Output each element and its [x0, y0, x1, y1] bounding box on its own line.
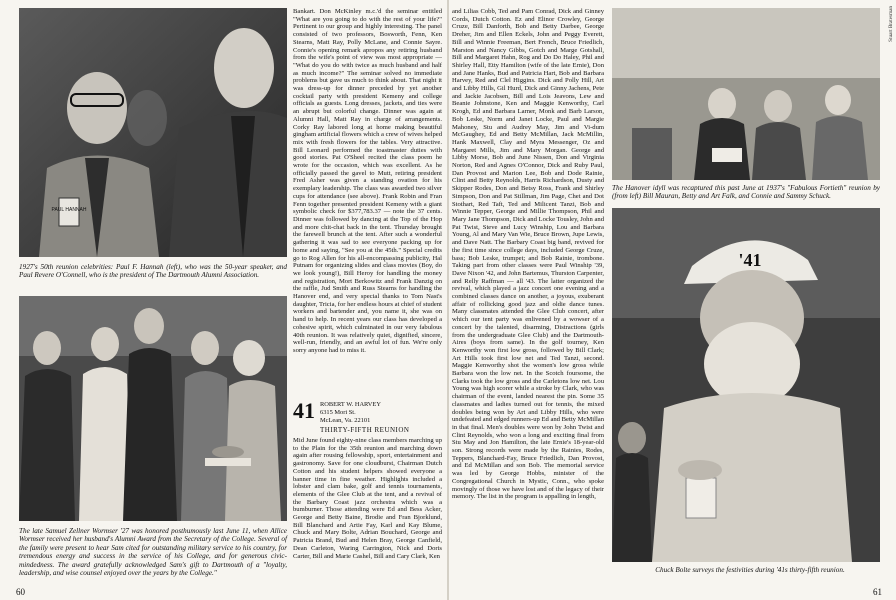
photo-hanover-idyll	[612, 8, 880, 180]
secretary-name: ROBERT W. HARVEY	[320, 401, 381, 408]
photo-hannah-oconnell	[19, 8, 287, 257]
caption-hanover-idyll: The Hanover idyll was recaptured this past June at 1937's "Fabulous Fortieth" reunion by (from left) Bill Mauran, Betty and Art Falk, and Connie and Sammy Schuck.	[612, 184, 880, 201]
photo-hannah-oconnell-image	[19, 8, 287, 257]
photo-hanover-idyll-image	[612, 8, 880, 180]
caption-hannah-oconnell: 1927's 50th reunion celebrities: Paul F. Hannah (left), who was the 50-year speaker, and Paul Revere O'Connell, who is the president of The Dartmouth Alumni Association.	[19, 263, 287, 280]
column-attendees: and Lilias Cobb, Ted and Pam Conrad, Dick and Ginney Cords, Dutch Cotton. Ez and Elinor Crowley, George Cruze, Bill Danforth, Bob and Betty Darbee, George Dreher, Jim and Ellen Eckels, John and Peggy Everett, Bill and Winnie Freeman, Bert French, Bruce Friedlich, Marston and Nancy Gibbs, Gotch and Marge Gotshall, Bill and Margaret Hahn, Rog and Do Do Haley, Phil and Shirley Hall, Etty Hamilton (wife of the late Ernie), Don and Jane Hanks, Bud and Patricia Hart, Bob and Barbara Harvey, Red and Clel Higgins. Dick and Polly Hill, Art and Libby Hills, Gil Hurd, Dick and Ginny Jachens, Pete and Jackie Jacobsen, Bill and Lois Jeavons, Lew and Beanie Johnstone, Ken and Maggie Kenworthy, Carl Krogh, Ed and Barbara Larner, Monk and Barb Larson, Bob Leske, Norm and Janet Locke, Paul and Margie Mahoney, Stu and Audrey May, Jim and Vi-dum McGaughey, Ed and Betty McMillan, Jack McMillin, Hank Maxwell, Clay and Myra Messenger, Oz and Margaret Mills, Jim and Mary Morgan. George and Libby Morse, Bob and June Nissen, Don and Virginia Norton, Red and Agnes O'Connor, Dick and Ruby Paul, Dan Provost and Marion Lee, Bob and Dode Rainie, Clint and Betty Reynolds, Harris Richardson, Dusty and Skipper Rodes, Don and Betsy Ross, Frank and Shirley Simpson, Don and Pat Stillman, Jim Page, Chet and Dot Stothart, Red Taft, Ted and Milicent Tanzi, Bob and Winnie Tepper, George and Millie Thompson, Phil and Mary Jane Thompson, Dick and Locke Tousley, John and Pat Twist, Steve and Lucy Winship, Lou and Barbara Young, Al and Mary Van Wie, Bruce Brown, Jupe Lewis, and Dave Natt. The Barbary Coast big band, revived for the first time since college days, included George Cruze, bass; Bob Leske, trumpet; and Bob Rainie, trombone. Taking part from other classes were Paul Winship '39, Dave Nixon '42, and John Bartemus, Thurston Carpenter, and Relly Raffman — all '43. The latter organized the revival, which played a jazz concert one evening and a combined classes dance on another, a joyous, exuberant affair of rollicking good jazz and oldie dance tunes. Many classmates attended the Glee Club concert, after which our tent party was enlivened by a wowser of a concert by the talented, disarming, Distractions (girls from the undergraduate Glee Club) and the Dartmouth-Aires (boys from same). In the golf tourney, Ken Kenworthy won first low gross, followed by Bill Clark; Art Hills took first low net and Ted Tanzi, second. Maggie Kenworthy shot the women's low gross while Barbara won the low net. In the Scotch foursome, the Clarks took the low gross and the Carletons low net. Lou Young was high scorer while a stroke by Clark, who was chairman of the event, landed nearest the pin. Some 35 classmates and ladies turned out for tennis, the mixed doubles being won by Art and Libby Hills, who were undefeated and edged runners-up Ed and Betty McMillan in that final. Men's doubles were won by John Twist and Clint Reynolds, who won a long and exciting final from Stu May and Jon Hamilton, the late Ernie's 18-year-old son. Strong records were made by the Rainies, Rodes, Teppers, Blanchard-Fay, Bruce Friedlich, Dan Provost, and Ed McMillan and son Bob. The memorial service was led by George Hobbs, minister of the Congregational Church in Mystic, Conn., who spoke movingly of those we have lost and of the legacy of their memory. The list in the program is appalling in length,	[452, 8, 604, 501]
column-reunion-report: Bankart. Don McKinley m.c.'d the seminar entitled "What are you going to do with the rest of your life?" Pertinent to our group and highly interesting. The panel consisted of two professors, Bosworth, Fenn, Ken Stearns, Matt Ray, Polly McLane, and Connie Sayre. Connie's opening remark apropos any retiring husband from the wife's point of view was most appropriate — "What do you do with twice as much husband and half as much income?" The seminar solved no immediate problems but gave us much to think about. That night it was dress-up for dinner preceded by yet another cocktail party with president Kemeny and college officials as guests. Long dresses, jackets, and ties were an abrupt but colorful change. Dinner was again at Alumni Hall, Matt Ray in charge of arrangements. Corky Ray labored long at home making beautiful gingham artificial flowers which a crew of wives helped mix with fresh flowers for the tables. Very attractive. Bill Leonard performed the toastmaster duties with good stories. Pat O'Sheel recited the class poem he wrote for the occasion, which was excellent. As he officially passed the gavel to Mutt, retiring president Fred Asher was given a standing ovation for his exemplary leadership. The class was awarded two silver cups for attendance (see above). Frank Robin and Fran Fenn together presented president Kemeny with a giant symbolic check for $377,783.37 — note the 37 cents. Dinner was followed by dancing at the Top of the Hop and more chit-chat back in the tent. Thursday brought the farewell brunch at the tent. After such a wonderful gathering it was sad to see everyone packing up for home and saying, "See you at the 45th." Special credits go to Rog Allen for his all-encompassing publicity, Hal Putnam for organizing slides and class movies (Boy, do we look young!), Bill Heroy for handling the money and registration, Mort Berkowitz and Frank Danzig on the raffle, Jud Smith and Russ Stearns for handling the Hanover end, and very special thanks to Tom Nast's daughter, Tricia, for her endless hours at chief of student workers and bartender and, you name it, she was on hand to help. In recent years our class has developed a cohesive spirit, which culminated in our very fabulous 40th reunion. It was relatively quiet, dignified, sincere, well-run, friendly, and an awful lot of fun. We're only sorry anyone had to miss it.	[293, 8, 442, 354]
photo-credit: Stuart Bratesman	[888, 6, 894, 42]
address-line-2: McLean, Va. 22101	[320, 417, 371, 424]
page-number-right: 61	[873, 587, 882, 597]
name-badge-label: PAUL HANNAH	[51, 207, 87, 213]
photo-chuck-bolte-image	[612, 208, 880, 562]
photo-wormser-family-image	[19, 296, 287, 521]
photo-wormser-family	[19, 296, 287, 521]
address-line-1: 6315 Mori St.	[320, 409, 356, 416]
reunion-title: THIRTY-FIFTH REUNION	[320, 426, 410, 434]
cap-class-badge: '41	[738, 250, 762, 270]
photo-chuck-bolte	[612, 208, 880, 562]
page-number-left: 60	[16, 587, 25, 597]
class-number: 41	[293, 398, 315, 423]
column-35th-reunion: Mid June found eighty-nine class members marching up to the Plain for the 35th reunion and marching down again after rousing fellowship, sport, entertainment and gastronomy. Save for one cloudburst, Chairman Dutch Cotton and his student helpers showed everyone a banner time in fine weather. Highlights included a lobster and clam bake, golf and tennis tournaments, elements of the Glee Club at the tent, and a revival of the Barbary Coast jazz orchestra which was a bumburner. Those attending were Ed and Bess Acker, George and Betty Baine, Brodie and Fran Bjorklund, Bill Blanchard and Artie Fay, Karl and Kay Blume, Chuck and Mary Bolte, Adrian Bouchard, George and Patricia Brand, Bud and Helen Bray, George Canfield, Dean Carleton, Waring Carrington, Nick and Doris Carter, Bill and Marie Cashel, Bill and Cary Clark, Ken	[293, 437, 442, 560]
caption-chuck-bolte: Chuck Bolte surveys the festivities during '41s thirty-fifth reunion.	[655, 566, 845, 574]
caption-wormser: The late Samuel Zellner Wormser '27 was honored posthumously last June 11, when Allice Wormser received her husband's Alumni Award from the Secretary of the College. Several of the family were present to hear Sam cited for outstanding military service to his country, for tremendous energy and success in the service of his College, and for generous civic-mindedness. The award gratefully acknowledged Sam's gift to Dartmouth of a "loyalty, leadership, and wise counsel enjoyed over the years by the College."	[19, 527, 287, 578]
page-gutter	[447, 0, 449, 600]
